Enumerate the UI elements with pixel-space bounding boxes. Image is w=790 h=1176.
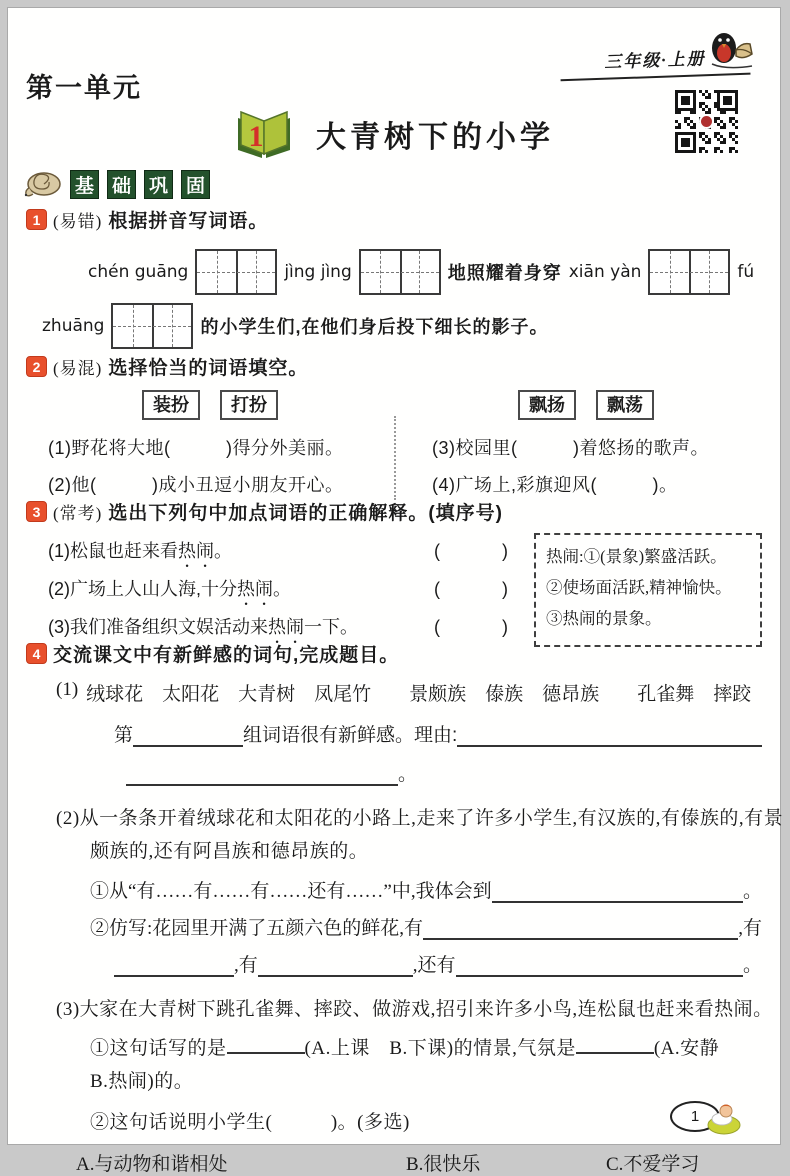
question-tag: (易混) (53, 359, 103, 378)
answer-blank (258, 957, 413, 977)
question-4 (26, 640, 784, 1176)
question-tag: (易错) (53, 212, 103, 231)
question-3-body (26, 533, 762, 647)
kid-mascot-icon (704, 1099, 744, 1135)
answer-blank (576, 1034, 654, 1054)
fill-text: ①从“有……有……有……还有……”中,我体会到 (90, 881, 492, 902)
passage-3: (3)大家在大青树下跳孔雀舞、摔跤、做游戏,招引来许多小鸟,连松鼠也赶来看热闹。 (56, 999, 773, 1020)
fill-item: (2)他( )成小丑逗小朋友开心。 (48, 475, 344, 495)
fill-text: 。 (742, 955, 762, 976)
section-char: 础 (107, 170, 136, 199)
question-title: 根据拼音写词语。 (108, 211, 269, 232)
writing-box (195, 249, 277, 295)
choice-c: C.不爱学习 (606, 1154, 700, 1175)
pinyin-text: fú (737, 262, 755, 282)
fill-text: ,有 (738, 918, 762, 939)
question-number-badge: 1 (26, 209, 47, 230)
snail-icon (22, 168, 64, 200)
pinyin-text: jìng jìng (284, 262, 352, 282)
sub-label: (2) (56, 808, 80, 829)
fill-text: 。 (742, 881, 762, 902)
answer-blank (227, 1034, 305, 1054)
sentence-text: 的小学生们,在他们身后投下细长的影子。 (200, 317, 549, 337)
fill-item: (4)广场上,彩旗迎风( )。 (432, 475, 678, 495)
svg-text:1: 1 (248, 120, 264, 153)
sentence-item: (3)我们准备组织文娱活动来热闹一下。 ( ) (26, 609, 520, 647)
answer-blank (423, 920, 738, 940)
word-list-line (56, 679, 762, 706)
sentence-item: (1)松鼠也赶来看热闹。 ( ) (26, 533, 520, 571)
sub2-item2-line1 (90, 913, 762, 940)
answer-blank (126, 766, 398, 786)
section-header (22, 168, 212, 200)
definition-line: ③热闹的景象。 (546, 609, 662, 628)
column-right (394, 386, 762, 504)
dotted-word: 热闹 (237, 579, 273, 599)
question-2-body (26, 386, 762, 504)
question-3-items (26, 533, 520, 647)
fill-line (114, 720, 762, 747)
word-group: 景颇族 傣族 德昂族 (409, 684, 600, 705)
word-options-right (410, 390, 762, 420)
edition-header (560, 46, 750, 78)
fill-text: 第 (114, 725, 134, 746)
column-divider (394, 416, 396, 500)
section-char: 基 (70, 170, 99, 199)
word-group: 孔雀舞 摔跤 (637, 684, 752, 705)
answer-blank (457, 727, 762, 747)
page-number-text: 1 (690, 1108, 700, 1125)
pinyin-text: xiān yàn (568, 262, 642, 282)
sub2-item2-line2 (114, 950, 762, 977)
question-3-header (26, 498, 762, 525)
unit-title: 第一单元 (26, 73, 142, 103)
answer-blank (492, 883, 743, 903)
choice-b: B.很快乐 (406, 1154, 481, 1175)
fill-text: ,有 (234, 955, 258, 976)
pinyin-line-1 (88, 249, 762, 295)
lesson-header (8, 106, 780, 162)
bird-mascot-icon (706, 28, 758, 74)
fill-text: 。 (398, 764, 418, 785)
definition-line: 热闹:①(景象)繁盛活跃。 (546, 547, 727, 566)
column-left (26, 386, 394, 504)
definition-line: ②使场面活跃,精神愉快。 (546, 578, 732, 597)
section-char: 巩 (144, 170, 173, 199)
question-number-badge: 4 (26, 643, 47, 664)
question-title: 选出下列句中加点词语的正确解释。(填序号) (108, 503, 503, 524)
sub-label: (1) (56, 679, 79, 700)
question-1-header (26, 206, 762, 233)
question-1 (26, 206, 762, 349)
question-3 (26, 498, 762, 647)
sentence-text: 地照耀着身穿 (447, 263, 562, 283)
fill-item: (3)校园里( )着悠扬的歌声。 (432, 438, 709, 458)
question-2 (26, 353, 762, 504)
section-char: 固 (181, 170, 210, 199)
sentence-item: (2)广场上人山人海,十分热闹。 ( ) (26, 571, 520, 609)
word-option: 飘扬 (518, 390, 576, 420)
pinyin-line-2 (42, 303, 762, 349)
answer-parens: ( ) (434, 579, 510, 599)
word-options-left (26, 390, 394, 420)
question-tag: (常考) (53, 504, 103, 523)
fill-text: 组词语很有新鲜感。理由: (243, 725, 458, 746)
lesson-book-icon (234, 106, 294, 162)
word-option: 打扮 (220, 390, 278, 420)
pinyin-text: chén guāng (88, 262, 189, 282)
page-number (670, 1101, 720, 1132)
dotted-word: 热闹 (268, 617, 304, 637)
answer-parens: ( ) (434, 617, 510, 637)
lesson-title: 大青树下的小学 (316, 121, 554, 154)
writing-box (111, 303, 193, 349)
answer-blank (114, 957, 234, 977)
choices-row (76, 1149, 762, 1176)
question-4-header (26, 640, 762, 667)
word-group: 绒球花 太阳花 大青树 凤尾竹 (86, 684, 372, 705)
answer-blank (133, 727, 243, 747)
passage-2: (2)从一条条开着绒球花和太阳花的小路上,走来了许多小学生,有汉族的,有傣族的,有景颇族的,还有阿昌族和德昂族的。 (56, 808, 784, 862)
question-number-badge: 2 (26, 356, 47, 377)
dotted-word: 热闹 (178, 541, 214, 561)
sub-label: (3) (56, 999, 80, 1020)
definition-box (534, 533, 762, 647)
answer-blank (456, 957, 743, 977)
sub3-item2: ②这句话说明小学生( )。(多选) (90, 1112, 410, 1133)
question-title: 选择恰当的词语填空。 (108, 358, 309, 379)
question-title: 交流课文中有新鲜感的词句,完成题目。 (53, 645, 400, 666)
writing-box (648, 249, 730, 295)
word-option: 装扮 (142, 390, 200, 420)
question-2-header (26, 353, 762, 380)
fill-text: ,还有 (412, 955, 456, 976)
pinyin-text: zhuāng (42, 316, 105, 336)
fill-text: ②仿写:花园里开满了五颜六色的鲜花,有 (90, 918, 424, 939)
fill-line-cont (126, 759, 762, 786)
writing-box (359, 249, 441, 295)
workbook-page (7, 7, 784, 1175)
fill-item: (1)野花将大地( )得分外美丽。 (48, 438, 344, 458)
choice-a: A.与动物和谐相处 (76, 1154, 228, 1175)
edition-label: 三年级·上册 (559, 43, 750, 82)
sub3-item1: ①这句话写的是 (A.上课 B.下课)的情景,气氛是 (A.安静 B.热闹)的。 (90, 1032, 750, 1098)
answer-parens: ( ) (434, 541, 510, 561)
question-number-badge: 3 (26, 501, 47, 522)
word-option: 飘荡 (596, 390, 654, 420)
sub2-item1 (90, 876, 762, 903)
